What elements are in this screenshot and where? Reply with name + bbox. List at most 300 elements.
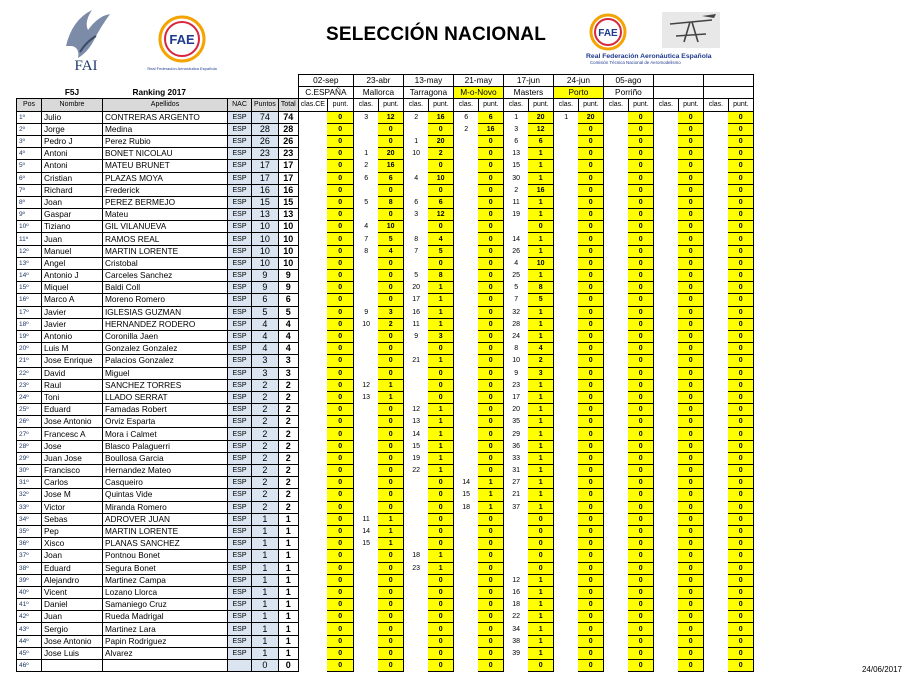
row-event-punt: 0 <box>378 660 403 672</box>
row-event-punt: 0 <box>728 550 753 562</box>
row-event-clas <box>703 489 728 501</box>
row-nac: ESP <box>228 550 252 562</box>
row-puntos: 17 <box>252 172 279 184</box>
row-event-clas: 3 <box>353 111 378 123</box>
row-event-punt: 0 <box>578 452 603 464</box>
row-event-punt: 0 <box>578 562 603 574</box>
row-event-clas <box>403 574 428 586</box>
row-nac: ESP <box>228 282 252 294</box>
table-row <box>17 391 754 403</box>
row-event-punt: 0 <box>728 428 753 440</box>
row-event-clas: 8 <box>403 233 428 245</box>
row-event-punt: 0 <box>578 257 603 269</box>
row-position: 21º <box>17 355 42 367</box>
row-event-clas <box>298 233 327 245</box>
table-row <box>17 489 754 501</box>
row-event-clas <box>703 148 728 160</box>
row-event-punt: 0 <box>327 611 353 623</box>
row-event-clas <box>603 647 628 659</box>
row-event-clas <box>353 184 378 196</box>
row-event-punt: 0 <box>678 574 703 586</box>
row-event-clas: 12 <box>503 574 528 586</box>
row-event-punt: 0 <box>378 586 403 598</box>
row-event-clas <box>603 306 628 318</box>
row-event-punt: 0 <box>678 379 703 391</box>
row-event-clas <box>653 282 678 294</box>
row-event-clas <box>603 513 628 525</box>
row-total: 17 <box>278 172 298 184</box>
row-position: 14º <box>17 270 42 282</box>
row-event-clas <box>553 148 578 160</box>
row-event-clas <box>453 257 478 269</box>
row-event-punt: 0 <box>678 172 703 184</box>
row-event-punt: 0 <box>628 404 653 416</box>
row-event-clas <box>703 599 728 611</box>
row-event-punt: 0 <box>327 635 353 647</box>
row-total: 10 <box>278 257 298 269</box>
row-event-clas <box>603 452 628 464</box>
row-event-punt: 0 <box>678 501 703 513</box>
row-event-clas: 7 <box>503 294 528 306</box>
row-event-punt: 0 <box>628 416 653 428</box>
row-event-punt: 0 <box>628 196 653 208</box>
table-row <box>17 477 754 489</box>
row-event-clas: 3 <box>403 209 428 221</box>
row-event-clas <box>553 196 578 208</box>
row-event-clas <box>298 318 327 330</box>
row-event-punt: 0 <box>578 489 603 501</box>
row-position: 13º <box>17 257 42 269</box>
row-event-punt: 12 <box>378 111 403 123</box>
row-puntos: 28 <box>252 123 279 135</box>
row-event-clas <box>453 611 478 623</box>
row-nac: ESP <box>228 209 252 221</box>
row-nombre: Tiziano <box>42 221 103 233</box>
row-event-clas: 23 <box>403 562 428 574</box>
row-event-clas <box>553 599 578 611</box>
row-total: 10 <box>278 233 298 245</box>
row-event-punt: 0 <box>628 221 653 233</box>
row-event-clas <box>653 233 678 245</box>
row-event-clas <box>653 257 678 269</box>
row-event-clas <box>703 135 728 147</box>
row-event-clas <box>453 416 478 428</box>
row-puntos: 10 <box>252 233 279 245</box>
row-event-clas <box>553 318 578 330</box>
row-event-clas <box>553 465 578 477</box>
row-event-punt: 1 <box>528 330 553 342</box>
row-event-punt: 0 <box>578 611 603 623</box>
row-event-clas: 20 <box>403 282 428 294</box>
row-nac: ESP <box>228 586 252 598</box>
row-event-punt: 0 <box>578 343 603 355</box>
row-event-clas: 4 <box>503 257 528 269</box>
row-nac: ESP <box>228 270 252 282</box>
row-event-clas <box>703 404 728 416</box>
row-event-clas <box>403 501 428 513</box>
row-event-clas: 22 <box>503 611 528 623</box>
row-event-clas <box>453 343 478 355</box>
row-event-punt: 0 <box>728 440 753 452</box>
row-event-clas <box>603 599 628 611</box>
row-total: 17 <box>278 160 298 172</box>
row-event-clas <box>603 611 628 623</box>
row-event-clas <box>453 294 478 306</box>
row-apellidos: Miranda Romero <box>103 501 228 513</box>
row-event-clas <box>353 562 378 574</box>
row-event-punt: 0 <box>728 391 753 403</box>
row-apellidos: Rueda Madrigal <box>103 611 228 623</box>
row-total: 28 <box>278 123 298 135</box>
row-event-clas: 11 <box>503 196 528 208</box>
row-apellidos: PEREZ BERMEJO <box>103 196 228 208</box>
row-event-clas <box>453 635 478 647</box>
row-event-punt: 0 <box>327 196 353 208</box>
row-event-clas: 5 <box>353 196 378 208</box>
row-position: 46º <box>17 660 42 672</box>
row-puntos: 10 <box>252 245 279 257</box>
row-event-clas <box>553 221 578 233</box>
row-event-punt: 1 <box>478 501 503 513</box>
row-position: 40º <box>17 586 42 598</box>
row-event-clas <box>603 550 628 562</box>
row-event-punt: 1 <box>428 282 453 294</box>
row-event-punt: 0 <box>378 574 403 586</box>
row-event-punt: 1 <box>528 172 553 184</box>
row-nac: ESP <box>228 111 252 123</box>
event-place <box>703 87 753 99</box>
row-event-clas <box>353 647 378 659</box>
row-event-punt: 0 <box>678 233 703 245</box>
row-event-punt: 0 <box>378 416 403 428</box>
row-event-punt: 0 <box>678 160 703 172</box>
row-apellidos: Blasco Palaguerri <box>103 440 228 452</box>
row-event-punt: 0 <box>628 525 653 537</box>
event-date: 17-jun <box>503 75 553 87</box>
row-event-clas <box>653 245 678 257</box>
row-event-clas <box>653 172 678 184</box>
row-event-clas <box>703 452 728 464</box>
row-event-punt: 0 <box>728 538 753 550</box>
column-header-clas: clas. <box>603 99 628 111</box>
row-event-clas <box>298 294 327 306</box>
row-position: 42º <box>17 611 42 623</box>
row-total: 3 <box>278 355 298 367</box>
row-position: 45º <box>17 647 42 659</box>
row-event-clas <box>298 452 327 464</box>
row-position: 31º <box>17 477 42 489</box>
row-event-clas <box>553 330 578 342</box>
row-position: 10º <box>17 221 42 233</box>
header-spacer <box>17 75 299 87</box>
row-event-punt: 1 <box>528 196 553 208</box>
row-event-clas <box>553 160 578 172</box>
row-event-punt: 0 <box>378 489 403 501</box>
row-apellidos: Cristobal <box>103 257 228 269</box>
row-nombre: Juan <box>42 611 103 623</box>
row-event-clas <box>703 525 728 537</box>
row-event-punt: 0 <box>728 257 753 269</box>
row-event-punt: 0 <box>428 184 453 196</box>
row-event-punt: 0 <box>628 343 653 355</box>
row-puntos: 6 <box>252 294 279 306</box>
row-puntos: 1 <box>252 550 279 562</box>
row-position: 23º <box>17 379 42 391</box>
column-header-punt: punt. <box>428 99 453 111</box>
row-event-clas <box>503 550 528 562</box>
row-event-clas <box>603 257 628 269</box>
row-nac: ESP <box>228 440 252 452</box>
row-event-clas <box>653 330 678 342</box>
row-apellidos: SANCHEZ TORRES <box>103 379 228 391</box>
row-event-clas <box>353 209 378 221</box>
row-event-punt: 0 <box>678 330 703 342</box>
row-event-punt: 1 <box>528 270 553 282</box>
row-puntos: 2 <box>252 452 279 464</box>
row-nombre: Carlos <box>42 477 103 489</box>
row-event-punt: 0 <box>578 196 603 208</box>
table-row <box>17 184 754 196</box>
column-header-punt: punt. <box>678 99 703 111</box>
row-nombre: Antoni <box>42 148 103 160</box>
row-event-clas: 2 <box>453 123 478 135</box>
row-event-clas <box>703 611 728 623</box>
fai-logo <box>58 6 114 72</box>
row-total: 1 <box>278 611 298 623</box>
row-event-punt: 1 <box>528 306 553 318</box>
column-header-puntos: Puntos <box>252 99 279 111</box>
row-event-punt: 1 <box>528 233 553 245</box>
row-event-clas: 21 <box>403 355 428 367</box>
row-event-clas <box>453 538 478 550</box>
row-event-clas <box>703 513 728 525</box>
row-event-clas <box>453 391 478 403</box>
row-event-punt: 0 <box>327 343 353 355</box>
row-event-clas <box>653 501 678 513</box>
row-puntos: 9 <box>252 282 279 294</box>
row-event-punt: 0 <box>728 330 753 342</box>
row-event-punt: 0 <box>678 477 703 489</box>
row-event-punt: 0 <box>378 367 403 379</box>
row-event-clas: 24 <box>503 330 528 342</box>
row-event-punt: 0 <box>378 440 403 452</box>
row-event-clas <box>298 172 327 184</box>
row-event-clas <box>298 404 327 416</box>
table-row <box>17 221 754 233</box>
row-event-clas <box>353 257 378 269</box>
row-event-punt: 1 <box>528 465 553 477</box>
row-event-punt: 0 <box>728 660 753 672</box>
row-event-punt: 0 <box>327 416 353 428</box>
row-event-punt: 0 <box>728 294 753 306</box>
row-event-punt: 0 <box>528 562 553 574</box>
row-event-clas: 32 <box>503 306 528 318</box>
table-row <box>17 660 754 672</box>
row-event-punt: 0 <box>478 635 503 647</box>
row-event-punt: 0 <box>528 221 553 233</box>
row-event-clas <box>453 306 478 318</box>
row-event-clas <box>353 294 378 306</box>
row-event-clas <box>298 160 327 172</box>
row-total: 2 <box>278 416 298 428</box>
row-event-punt: 0 <box>628 172 653 184</box>
row-event-punt: 0 <box>678 196 703 208</box>
row-event-punt: 0 <box>628 318 653 330</box>
row-event-punt: 0 <box>628 367 653 379</box>
row-event-clas <box>453 160 478 172</box>
row-event-punt: 0 <box>378 550 403 562</box>
row-event-punt: 0 <box>578 355 603 367</box>
row-event-punt: 0 <box>478 148 503 160</box>
row-event-punt: 0 <box>327 172 353 184</box>
row-event-clas <box>553 647 578 659</box>
row-event-clas <box>298 562 327 574</box>
row-event-clas <box>603 379 628 391</box>
row-event-clas <box>653 343 678 355</box>
row-event-clas: 5 <box>403 270 428 282</box>
row-event-punt: 1 <box>528 148 553 160</box>
row-event-clas: 16 <box>403 306 428 318</box>
row-event-clas: 15 <box>503 160 528 172</box>
row-event-punt: 0 <box>327 209 353 221</box>
row-nombre: Daniel <box>42 599 103 611</box>
row-event-clas <box>653 550 678 562</box>
row-apellidos: Gonzalez Gonzalez <box>103 343 228 355</box>
row-event-clas <box>703 160 728 172</box>
row-total: 1 <box>278 599 298 611</box>
row-event-punt: 0 <box>578 599 603 611</box>
column-header-clas: clas. <box>403 99 428 111</box>
row-event-clas: 29 <box>503 428 528 440</box>
row-event-punt: 0 <box>728 647 753 659</box>
row-position: 18º <box>17 318 42 330</box>
row-event-clas: 18 <box>453 501 478 513</box>
row-event-punt: 0 <box>628 209 653 221</box>
row-event-punt: 0 <box>327 379 353 391</box>
row-event-clas <box>453 148 478 160</box>
row-event-clas <box>703 623 728 635</box>
row-event-punt: 0 <box>378 599 403 611</box>
table-row <box>17 404 754 416</box>
row-event-punt: 0 <box>378 465 403 477</box>
row-nombre: Miquel <box>42 282 103 294</box>
row-event-punt: 0 <box>728 245 753 257</box>
row-event-punt: 0 <box>678 404 703 416</box>
row-event-clas <box>403 257 428 269</box>
row-event-clas <box>453 355 478 367</box>
row-event-punt: 0 <box>378 635 403 647</box>
row-event-punt: 0 <box>327 294 353 306</box>
row-event-clas <box>603 562 628 574</box>
row-event-punt: 0 <box>327 647 353 659</box>
row-event-clas <box>453 172 478 184</box>
row-puntos: 1 <box>252 574 279 586</box>
row-position: 4º <box>17 148 42 160</box>
row-event-clas: 9 <box>353 306 378 318</box>
row-event-clas <box>653 209 678 221</box>
row-event-clas <box>703 538 728 550</box>
row-total: 2 <box>278 404 298 416</box>
row-nombre: Antonio <box>42 330 103 342</box>
row-event-punt: 0 <box>678 135 703 147</box>
row-position: 36º <box>17 538 42 550</box>
row-event-punt: 1 <box>528 574 553 586</box>
row-event-clas <box>703 465 728 477</box>
row-event-punt: 0 <box>578 221 603 233</box>
row-event-punt: 0 <box>327 525 353 537</box>
row-event-punt: 0 <box>378 123 403 135</box>
row-event-clas <box>298 355 327 367</box>
row-event-clas <box>653 562 678 574</box>
row-event-punt: 0 <box>728 611 753 623</box>
row-event-clas <box>603 489 628 501</box>
row-position: 3º <box>17 135 42 147</box>
row-event-punt: 1 <box>428 306 453 318</box>
row-nombre: Joan <box>42 196 103 208</box>
row-total: 0 <box>278 660 298 672</box>
row-event-punt: 0 <box>578 660 603 672</box>
row-apellidos: Martinez Campa <box>103 574 228 586</box>
row-event-clas <box>503 562 528 574</box>
table-row <box>17 452 754 464</box>
row-event-punt: 0 <box>628 550 653 562</box>
row-event-clas: 6 <box>503 135 528 147</box>
row-event-punt: 0 <box>678 355 703 367</box>
column-header-clas: clas. <box>503 99 528 111</box>
row-nac: ESP <box>228 294 252 306</box>
row-puntos: 1 <box>252 635 279 647</box>
row-event-clas: 35 <box>503 416 528 428</box>
row-position: 22º <box>17 367 42 379</box>
row-event-punt: 0 <box>578 525 603 537</box>
row-event-punt: 0 <box>478 465 503 477</box>
row-puntos: 16 <box>252 184 279 196</box>
row-event-clas <box>703 647 728 659</box>
row-apellidos: Orviz Esparta <box>103 416 228 428</box>
row-event-punt: 0 <box>327 404 353 416</box>
row-event-clas <box>703 391 728 403</box>
row-event-punt: 0 <box>327 623 353 635</box>
row-event-clas <box>298 574 327 586</box>
row-event-punt: 0 <box>728 379 753 391</box>
row-nac: ESP <box>228 367 252 379</box>
row-event-punt: 0 <box>478 647 503 659</box>
row-event-clas <box>703 330 728 342</box>
row-event-clas <box>603 294 628 306</box>
row-event-clas <box>603 330 628 342</box>
table-row <box>17 586 754 598</box>
row-event-punt: 0 <box>428 635 453 647</box>
row-nombre: Marco A <box>42 294 103 306</box>
row-event-clas <box>603 282 628 294</box>
row-event-punt: 0 <box>478 379 503 391</box>
column-header-clas: clas. <box>553 99 578 111</box>
row-event-clas: 2 <box>403 111 428 123</box>
row-event-clas <box>603 416 628 428</box>
row-event-punt: 0 <box>728 111 753 123</box>
row-puntos: 1 <box>252 562 279 574</box>
row-event-punt: 0 <box>478 233 503 245</box>
row-event-clas <box>503 513 528 525</box>
row-event-punt: 0 <box>728 635 753 647</box>
table-row <box>17 465 754 477</box>
row-event-punt: 0 <box>628 562 653 574</box>
row-event-punt: 0 <box>728 489 753 501</box>
row-event-clas <box>503 221 528 233</box>
row-event-clas <box>603 343 628 355</box>
row-event-punt: 0 <box>428 538 453 550</box>
row-event-punt: 0 <box>678 660 703 672</box>
